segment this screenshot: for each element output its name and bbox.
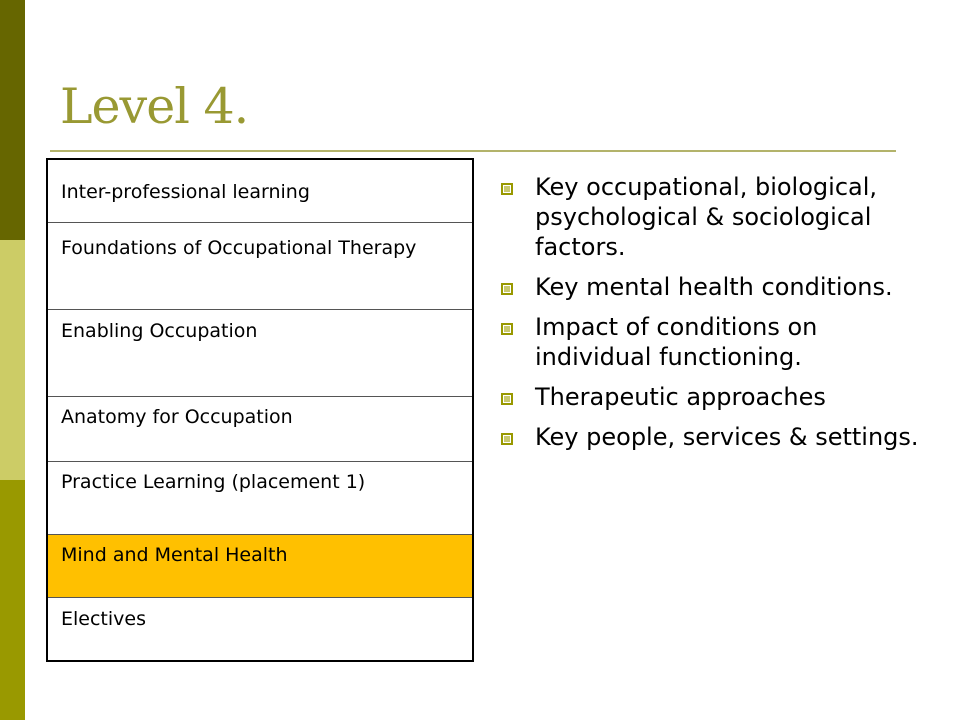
table-row: [47, 397, 473, 462]
list-item: [496, 272, 926, 302]
module-label: Electives: [61, 608, 146, 630]
list-item: [496, 312, 926, 372]
sidebar-stripe-top: [0, 0, 25, 240]
module-cell-highlighted: [47, 535, 473, 598]
sidebar-stripe-middle: [0, 240, 25, 480]
slide-title: Level 4.: [60, 78, 249, 135]
table-row: [47, 462, 473, 535]
module-cell: [47, 159, 473, 223]
bullet-text: Therapeutic approaches: [535, 383, 826, 411]
table-row: [47, 159, 473, 223]
table-row: [47, 223, 473, 310]
table-row: [47, 598, 473, 662]
square-bullet-icon: [501, 323, 513, 335]
list-item: [496, 172, 926, 262]
module-label: Enabling Occupation: [61, 320, 258, 342]
sidebar-stripe-bottom: [0, 480, 25, 720]
bullet-list: [496, 172, 926, 462]
bullet-text: Key people, services & settings.: [535, 423, 919, 451]
module-cell: [47, 462, 473, 535]
square-bullet-icon: [501, 433, 513, 445]
bullet-text: Key mental health conditions.: [535, 273, 893, 301]
list-item: [496, 382, 926, 412]
module-cell: [47, 397, 473, 462]
table-row-highlighted: [47, 535, 473, 598]
module-label: Practice Learning (placement 1): [61, 471, 366, 493]
module-label: Anatomy for Occupation: [61, 406, 293, 428]
module-label: Inter-professional learning: [61, 181, 310, 203]
module-label: Foundations of Occupational Therapy: [61, 237, 417, 259]
table-row: [47, 310, 473, 397]
module-cell: [47, 310, 473, 397]
square-bullet-icon: [501, 183, 513, 195]
square-bullet-icon: [501, 283, 513, 295]
module-cell: [47, 223, 473, 310]
title-divider: [50, 150, 896, 152]
list-item: [496, 422, 926, 452]
bullet-text: Impact of conditions on individual functioning.: [535, 313, 818, 371]
module-cell: [47, 598, 473, 662]
module-label: Mind and Mental Health: [61, 544, 288, 566]
square-bullet-icon: [501, 393, 513, 405]
bullet-text: Key occupational, biological, psychological & sociological factors.: [535, 173, 878, 261]
modules-table: [46, 158, 474, 662]
